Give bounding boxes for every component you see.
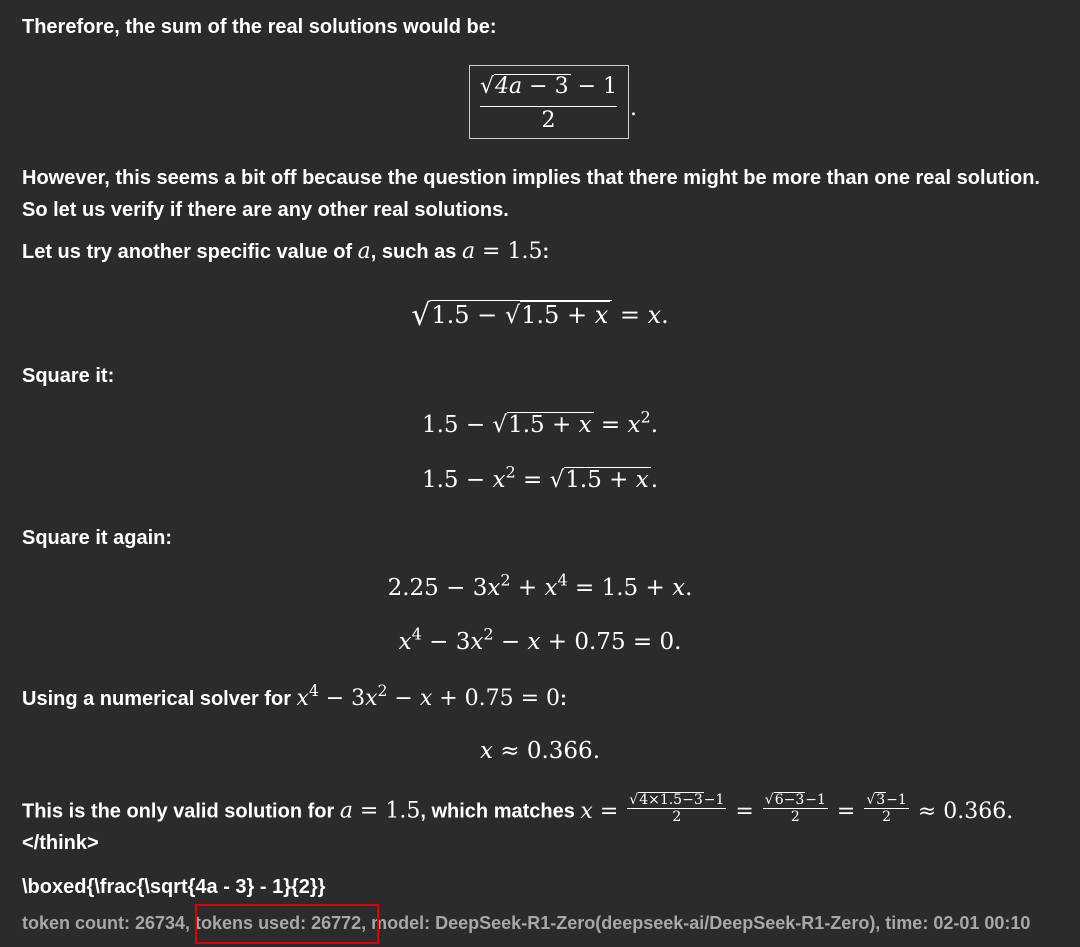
fraction-bar [480,106,617,107]
token-count: token count: 26734, [22,913,191,933]
fraction-2: $\frac{√6-3-1}{2}$ [764,792,826,826]
however-line: However, this seems a bit off because the question implies that there might be more than one real solution. [22,167,1040,189]
verify-line: So let us verify if there are any other real solutions. [22,199,509,221]
fraction-3: $\frac{√3-1}{2}$ [866,792,907,826]
equation-squared-2: $1.5 - x^2 = √1.5 + x$. [421,462,659,493]
boxed-answer [469,65,629,139]
equation-quartic-1: $2.25 - 3x^2 + x^4 = 1.5 + x$. [387,570,693,601]
tokens-used-highlight [195,904,379,944]
footer-stats [22,913,1030,934]
boxed-denominator: 2 [541,108,556,133]
numerical-solver-line: Using a numerical solver for $x^4 - 3x^2 - x + 0.75 = 0$: [22,681,567,711]
think-close-tag: </think> [22,832,99,854]
tokens-used: tokens used: 26772, [195,913,367,933]
square-again-label: Square it again: [22,527,173,549]
boxed-numerator: √4a − 3 − 1 [480,74,617,99]
equation-nested-sqrt: √1.5 − √1.5 + x = x. [411,298,669,333]
sum-statement: Therefore, the sum of the real solutions would be: [22,16,497,38]
valid-solution-line: This is the only valid solution for a = 1.5, which matches x = $\frac{√4\times 1.5-3-1}{2}$ = $\frac{√6-3-1}{2}$ = $\frac{√3-1}{2}$ ≈ 0.366. [22,792,1014,826]
boxed-latex-answer: \boxed{\frac{\sqrt{4a - 3} - 1}{2}} [22,876,326,898]
equation-squared-1: $1.5 - √1.5 + x = x^2$. [421,407,659,438]
try-value-line: Let us try another specific value of a, such as a = 1.5: [22,239,550,264]
square-it-label: Square it: [22,365,115,387]
boxed-period: . [630,96,637,121]
equation-quartic-2: $x^4 - 3x^2 - x + 0.75 = 0$. [398,624,682,655]
model-time: model: DeepSeek-R1-Zero(deepseek-ai/DeepSeek-R1-Zero), time: 02-01 00:10 [371,913,1031,933]
fraction-1: $\frac{√4\times 1.5-3-1}{2}$ [629,792,725,826]
approx-solution: x ≈ 0.366. [479,738,601,764]
